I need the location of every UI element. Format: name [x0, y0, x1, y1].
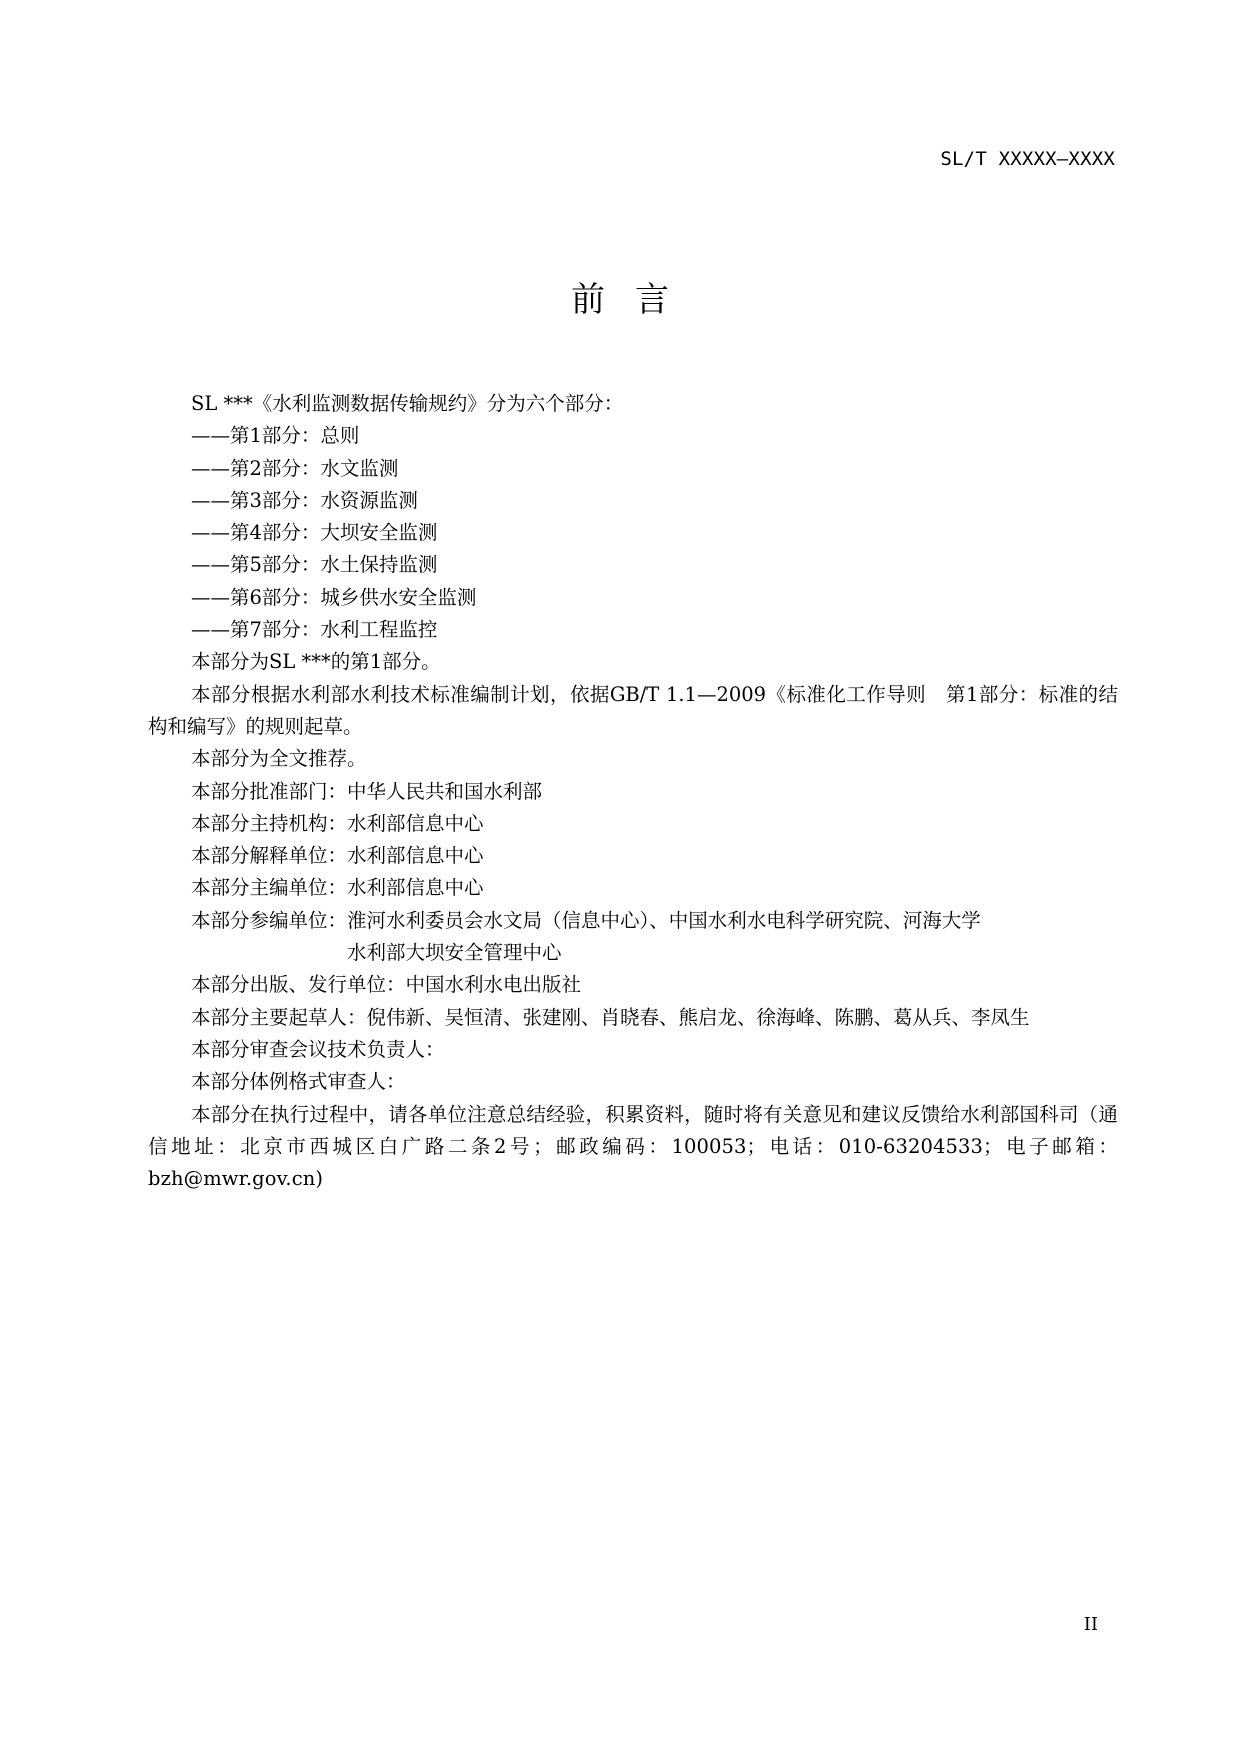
- page-title: 前言: [571, 280, 699, 320]
- drafters-line: 本部分主要起草人：倪伟新、吴恒清、张建刚、肖晓春、熊启龙、徐海峰、陈鹏、葛从兵、李凤生: [191, 1005, 1030, 1029]
- publisher-line: 本部分出版、发行单位：中国水利水电出版社: [191, 973, 582, 997]
- part-item-7: ——第7部分：水利工程监控: [191, 618, 438, 642]
- recommendation-line: 本部分为全文推荐。: [191, 747, 367, 771]
- host-org-line: 本部分主持机构：水利部信息中心: [191, 811, 484, 835]
- part-item-1: ——第1部分：总则: [191, 424, 360, 448]
- part-item-4: ——第4部分：大坝安全监测: [191, 521, 438, 545]
- review-format-line: 本部分体例格式审查人：: [191, 1070, 406, 1094]
- contributors-block: [148, 905, 1118, 970]
- drafting-basis-paragraph: 本部分根据水利部水利技术标准编制计划，依据GB/T 1.1—2009《标准化工作导则 第1部分：标准的结构和编写》的规则起草。: [148, 682, 1118, 738]
- contributors-line-2: 水利部大坝安全管理中心: [347, 941, 562, 965]
- this-part-line: 本部分为SL ***的第1部分。: [191, 650, 441, 674]
- part-item-5: ——第5部分：水土保持监测: [191, 553, 438, 577]
- contributors-list: [347, 905, 981, 970]
- chief-editor-line: 本部分主编单位：水利部信息中心: [191, 876, 484, 900]
- interpreter-line: 本部分解释单位：水利部信息中心: [191, 844, 484, 868]
- part-item-3: ——第3部分：水资源监测: [191, 488, 418, 512]
- part-item-6: ——第6部分：城乡供水安全监测: [191, 585, 477, 609]
- approval-dept-line: 本部分批准部门：中华人民共和国水利部: [191, 779, 543, 803]
- contributors-label: 本部分参编单位：: [191, 908, 348, 932]
- document-code: SL/T XXXXX—XXXX: [940, 148, 1115, 170]
- part-item-2: ——第2部分：水文监测: [191, 456, 399, 480]
- foreword-body: [148, 388, 1118, 1195]
- review-tech-line: 本部分审查会议技术负责人：: [191, 1037, 445, 1061]
- page-number: II: [1083, 1614, 1098, 1635]
- intro-line: SL ***《水利监测数据传输规约》分为六个部分：: [191, 392, 624, 415]
- feedback-paragraph: 本部分在执行过程中，请各单位注意总结经验，积累资料，随时将有关意见和建议反馈给水利部国科司（通信地址：北京市西城区白广路二条2号；邮政编码：100053；电话：010-63204533；电子邮箱：bzh@mwr.gov.cn): [148, 1102, 1118, 1191]
- contributors-line-1: 淮河水利委员会水文局（信息中心）、中国水利水电科学研究院、河海大学: [347, 908, 981, 932]
